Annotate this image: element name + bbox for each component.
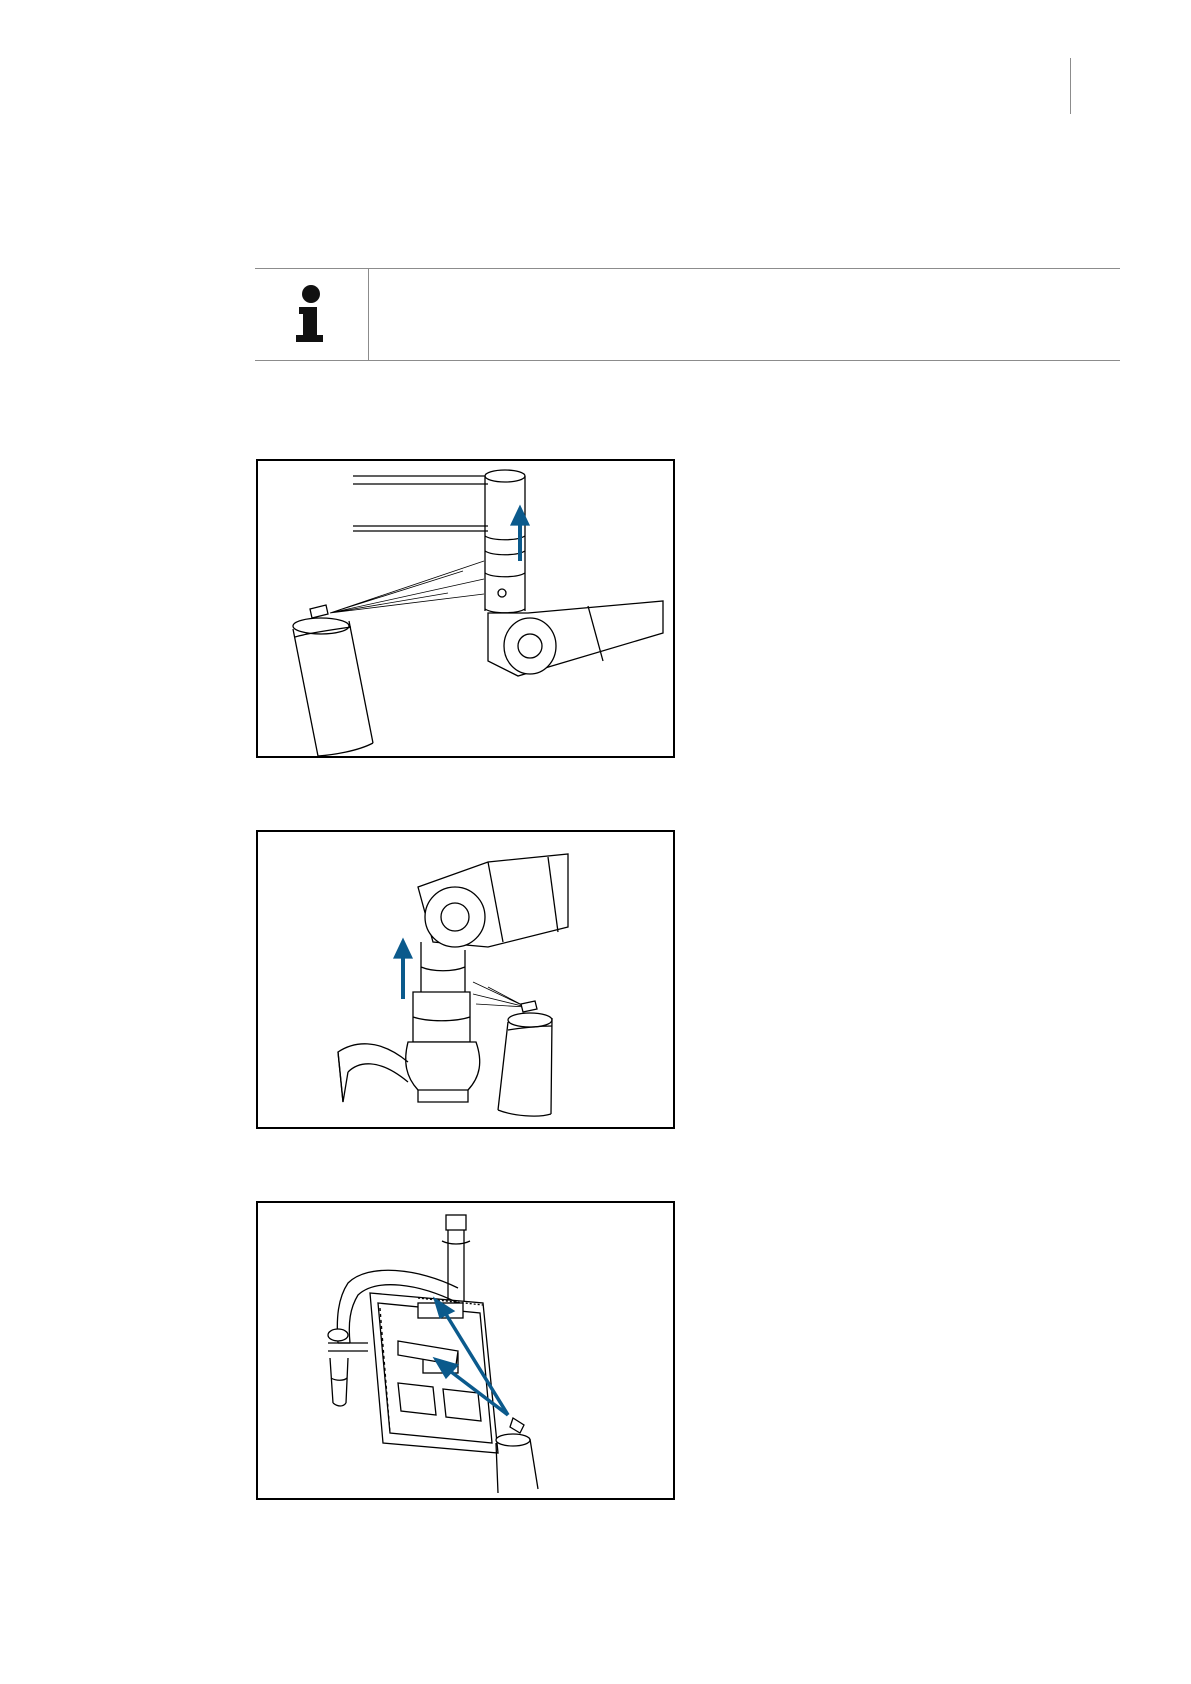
column-illustration xyxy=(258,832,675,1129)
arm-joint-illustration xyxy=(258,461,675,758)
direction-arrow-up xyxy=(511,506,529,561)
info-note-top-rule xyxy=(255,268,1120,269)
spray-can-icon xyxy=(293,605,373,756)
spray-can-icon xyxy=(498,1001,552,1116)
info-icon xyxy=(291,285,331,345)
monitor-mount-illustration xyxy=(258,1203,675,1500)
info-note-bottom-rule xyxy=(255,360,1120,361)
direction-arrow-up xyxy=(394,939,412,999)
figure-arm-joint-lubrication xyxy=(256,459,675,758)
info-note xyxy=(255,268,1120,362)
info-note-divider xyxy=(368,268,369,361)
spray-can-icon xyxy=(496,1418,538,1493)
figure-monitor-mount-lubrication xyxy=(256,1201,675,1500)
figure-column-lubrication xyxy=(256,830,675,1129)
page-edge-line xyxy=(1070,58,1071,114)
